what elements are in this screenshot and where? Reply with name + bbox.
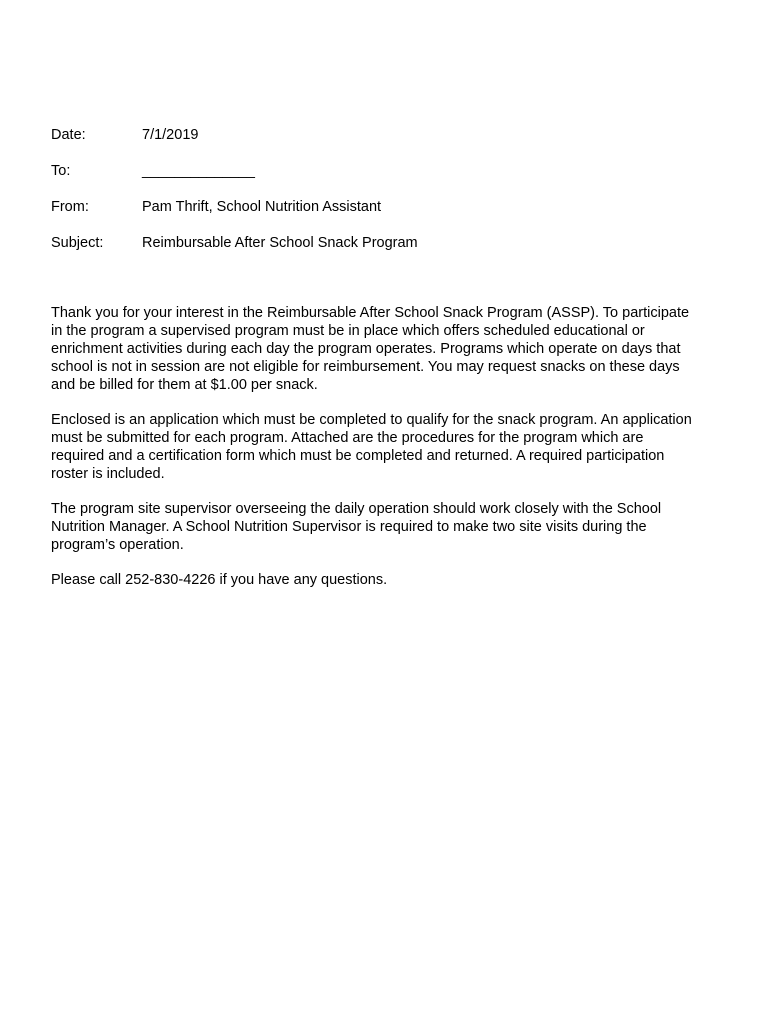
to-value-blank: ______________ <box>142 163 255 179</box>
memo-body <box>51 304 731 606</box>
body-paragraph-application: Enclosed is an application which must be completed to qualify for the snack program. An application must be submitted for each program. Attached are the procedures for the program which are required and a certification form which must be completed and returned. A required participation roster is included. <box>51 412 692 482</box>
from-label: From: <box>51 199 89 215</box>
date-value: 7/1/2019 <box>142 127 199 143</box>
from-value: Pam Thrift, School Nutrition Assistant <box>142 199 382 215</box>
date-label: Date: <box>51 127 86 143</box>
body-paragraph-supervisor: The program site supervisor overseeing the daily operation should work closely with the School Nutrition Manager. A School Nutrition Supervisor is required to make two site visits during the program’s operation. <box>51 501 662 553</box>
memo-header <box>51 125 731 269</box>
body-paragraph-contact: Please call 252-830-4226 if you have any questions. <box>51 572 388 588</box>
subject-label: Subject: <box>51 235 104 251</box>
to-row <box>51 161 731 197</box>
from-row <box>51 197 731 233</box>
date-row <box>51 125 731 161</box>
body-paragraph-intro: Thank you for your interest in the Reimbursable After School Snack Program (ASSP). To participate in the program a supervised program must be in place which offers scheduled educational or enrichment activities during each day the program operates. Programs which operate on days that school is not in session are not eligible for reimbursement. You may request snacks on these days and be billed for them at $1.00 per snack. <box>51 305 690 393</box>
subject-value: Reimbursable After School Snack Program <box>142 235 418 251</box>
subject-row <box>51 233 731 269</box>
to-label: To: <box>51 163 71 179</box>
